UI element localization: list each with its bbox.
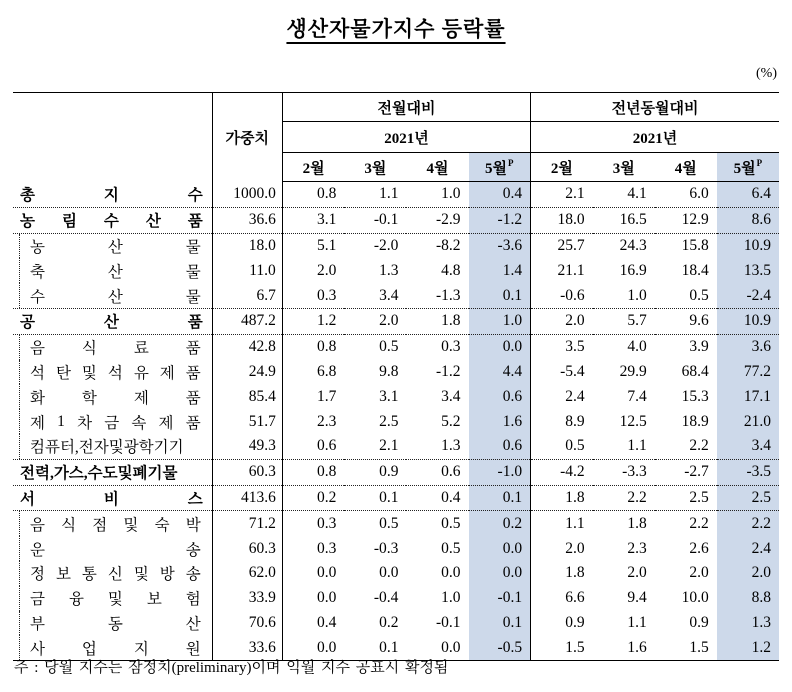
mom-value-cell: 0.8 bbox=[282, 459, 344, 485]
table-row bbox=[13, 258, 779, 283]
mom-value-cell: 0.0 bbox=[317, 564, 337, 582]
row-label: 제 1 차 금 속 제 품 bbox=[13, 409, 212, 434]
table-row bbox=[13, 233, 779, 258]
mom-value-cell: 0.0 bbox=[441, 638, 461, 656]
yoy-value-cell: 13.5 bbox=[717, 258, 779, 283]
mom-value-cell: 0.3 bbox=[282, 511, 344, 536]
group-header-yoy: 전년동월대비 bbox=[531, 93, 779, 122]
mom-value-cell: 0.6 bbox=[317, 437, 337, 455]
group-header-mom: 전월대비 bbox=[282, 93, 530, 122]
yoy-value-cell: 3.6 bbox=[717, 334, 779, 359]
mom-value-cell: 0.2 bbox=[282, 485, 344, 511]
mom-value-cell: -3.6 bbox=[469, 233, 531, 258]
yoy-value-cell: 0.5 bbox=[531, 434, 593, 459]
table-row bbox=[13, 434, 779, 459]
yoy-value-cell: 2.2 bbox=[689, 437, 709, 455]
yoy-value-cell: 2.0 bbox=[627, 564, 647, 582]
yoy-value-cell: 5.7 bbox=[593, 308, 655, 334]
yoy-value-cell: -3.3 bbox=[593, 459, 655, 485]
mom-value-cell: 0.0 bbox=[469, 334, 531, 359]
mom-value-cell: 0.8 bbox=[317, 185, 337, 203]
month-header-preliminary: 5월$^P$ bbox=[469, 153, 531, 182]
yoy-value-cell: 2.2 bbox=[655, 511, 717, 536]
weight-cell: 60.3 bbox=[212, 536, 282, 561]
yoy-value-cell: 2.4 bbox=[717, 536, 779, 561]
table-row bbox=[13, 586, 779, 611]
weight-cell: 11.0 bbox=[212, 258, 282, 283]
table-row bbox=[13, 207, 779, 233]
yoy-value-cell: 1.2 bbox=[717, 635, 779, 660]
yoy-value-cell: 2.4 bbox=[531, 384, 593, 409]
month-header: 3월 bbox=[344, 153, 406, 182]
mom-value-cell: -2.9 bbox=[406, 207, 468, 233]
yoy-value-cell: 7.4 bbox=[627, 387, 647, 405]
row-label: 사 업 지 원 bbox=[13, 635, 212, 660]
yoy-value-cell: 2.5 bbox=[717, 485, 779, 511]
mom-value-cell: 0.0 bbox=[317, 638, 337, 656]
yoy-value-cell: 10.9 bbox=[717, 308, 779, 334]
yoy-value-cell: 29.9 bbox=[619, 362, 647, 380]
table-body bbox=[13, 182, 779, 661]
yoy-value-cell: 1.5 bbox=[531, 635, 593, 660]
weight-column-header: 가중치 bbox=[212, 93, 282, 182]
yoy-value-cell: 1.5 bbox=[689, 638, 709, 656]
mom-value-cell: 0.0 bbox=[317, 589, 337, 607]
yoy-value-cell: 12.5 bbox=[619, 412, 647, 430]
month-header: 3월 bbox=[593, 153, 655, 182]
mom-value-cell: 2.0 bbox=[317, 261, 337, 279]
row-label: 운 송 bbox=[13, 536, 212, 561]
weight-cell: 71.2 bbox=[212, 511, 282, 536]
mom-value-cell: 5.1 bbox=[282, 233, 344, 258]
yoy-value-cell: 8.9 bbox=[531, 409, 593, 434]
mom-value-cell: -0.3 bbox=[373, 539, 399, 557]
yoy-value-cell: 6.6 bbox=[531, 586, 593, 611]
mom-value-cell: 1.0 bbox=[469, 308, 531, 334]
yoy-value-cell: -2.4 bbox=[717, 283, 779, 308]
weight-cell: 49.3 bbox=[212, 434, 282, 459]
mom-value-cell: 0.8 bbox=[282, 334, 344, 359]
mom-value-cell: 1.7 bbox=[317, 387, 337, 405]
mom-value-cell: 3.1 bbox=[379, 387, 399, 405]
mom-value-cell: 0.1 bbox=[344, 485, 406, 511]
row-label: 정 보 통 신 및 방 송 bbox=[13, 561, 212, 586]
yoy-value-cell: 24.3 bbox=[593, 233, 655, 258]
mom-value-cell: 1.1 bbox=[379, 185, 399, 203]
row-label: 화 학 제 품 bbox=[13, 384, 212, 409]
yoy-value-cell: 1.6 bbox=[627, 638, 647, 656]
mom-value-cell: 9.8 bbox=[379, 362, 399, 380]
mom-value-cell: 0.3 bbox=[317, 539, 337, 557]
row-label: 전력,가스,수도및폐기물 bbox=[13, 459, 212, 485]
table-row bbox=[13, 283, 779, 308]
yoy-value-cell: -3.5 bbox=[717, 459, 779, 485]
weight-cell: 18.0 bbox=[212, 233, 282, 258]
mom-value-cell: 0.0 bbox=[469, 561, 531, 586]
yoy-value-cell: -4.2 bbox=[531, 459, 593, 485]
mom-value-cell: 1.3 bbox=[441, 437, 461, 455]
yoy-value-cell: 6.0 bbox=[689, 185, 709, 203]
mom-value-cell: 1.6 bbox=[469, 409, 531, 434]
mom-value-cell: 1.4 bbox=[469, 258, 531, 283]
yoy-value-cell: 17.1 bbox=[717, 384, 779, 409]
year-header-yoy: 2021년 bbox=[531, 122, 779, 153]
yoy-value-cell: 2.2 bbox=[717, 511, 779, 536]
mom-value-cell: -1.3 bbox=[435, 286, 461, 304]
mom-value-cell: 0.3 bbox=[406, 334, 468, 359]
weight-cell: 85.4 bbox=[212, 384, 282, 409]
yoy-value-cell: 25.7 bbox=[531, 233, 593, 258]
mom-value-cell: 2.1 bbox=[379, 437, 399, 455]
mom-value-cell: 0.5 bbox=[344, 334, 406, 359]
yoy-value-cell: 1.1 bbox=[627, 613, 647, 631]
mom-value-cell: 0.6 bbox=[469, 384, 531, 409]
weight-cell: 33.6 bbox=[212, 635, 282, 660]
yoy-value-cell: -2.7 bbox=[655, 459, 717, 485]
row-label: 서 비 스 bbox=[13, 485, 212, 511]
yoy-value-cell: 12.9 bbox=[655, 207, 717, 233]
mom-value-cell: -0.4 bbox=[373, 589, 399, 607]
table-row bbox=[13, 409, 779, 434]
mom-value-cell: 0.5 bbox=[441, 539, 461, 557]
footnote: 주 : 당월 지수는 잠정치(preliminary)이며 익월 지수 공표시 확정됨 bbox=[14, 660, 449, 676]
yoy-value-cell: 9.4 bbox=[627, 589, 647, 607]
yoy-value-cell: 0.5 bbox=[689, 286, 709, 304]
yoy-value-cell: 2.6 bbox=[689, 539, 709, 557]
yoy-value-cell: 3.4 bbox=[717, 434, 779, 459]
yoy-value-cell: 8.8 bbox=[717, 586, 779, 611]
mom-value-cell: 0.3 bbox=[317, 286, 337, 304]
yoy-value-cell: 1.8 bbox=[531, 485, 593, 511]
weight-cell: 24.9 bbox=[212, 360, 282, 385]
yoy-value-cell: 15.8 bbox=[655, 233, 717, 258]
weight-cell: 6.7 bbox=[212, 283, 282, 308]
mom-value-cell: 0.1 bbox=[469, 485, 531, 511]
mom-value-cell: -0.5 bbox=[469, 635, 531, 660]
table-row bbox=[13, 561, 779, 586]
mom-value-cell: 0.0 bbox=[469, 536, 531, 561]
weight-cell: 33.9 bbox=[212, 586, 282, 611]
row-label: 석 탄 및 석 유 제 품 bbox=[13, 360, 212, 385]
ppi-table bbox=[13, 92, 779, 661]
weight-cell: 487.2 bbox=[212, 308, 282, 334]
table-row bbox=[13, 536, 779, 561]
row-label: 부 동 산 bbox=[13, 611, 212, 636]
mom-value-cell: 1.2 bbox=[282, 308, 344, 334]
mom-value-cell: 0.4 bbox=[469, 182, 531, 208]
month-header: 4월 bbox=[655, 153, 717, 182]
yoy-value-cell: 18.4 bbox=[681, 261, 709, 279]
table-row bbox=[13, 459, 779, 485]
yoy-value-cell: 0.9 bbox=[531, 611, 593, 636]
yoy-value-cell: 1.0 bbox=[627, 286, 647, 304]
mom-value-cell: 1.3 bbox=[379, 261, 399, 279]
row-label: 축 산 물 bbox=[13, 258, 212, 283]
yoy-value-cell: 1.1 bbox=[627, 437, 647, 455]
mom-value-cell: 0.2 bbox=[379, 613, 399, 631]
mom-value-cell: 5.2 bbox=[441, 412, 461, 430]
yoy-value-cell: 0.9 bbox=[689, 613, 709, 631]
table-row bbox=[13, 182, 779, 208]
yoy-value-cell: 10.9 bbox=[717, 233, 779, 258]
yoy-value-cell: 3.5 bbox=[531, 334, 593, 359]
mom-value-cell: 6.8 bbox=[317, 362, 337, 380]
month-header: 2월 bbox=[282, 153, 344, 182]
yoy-value-cell: 2.2 bbox=[593, 485, 655, 511]
mom-value-cell: -2.0 bbox=[344, 233, 406, 258]
mom-value-cell: 2.3 bbox=[317, 412, 337, 430]
yoy-value-cell: 4.1 bbox=[627, 185, 647, 203]
weight-cell: 60.3 bbox=[212, 459, 282, 485]
preliminary-mark: P bbox=[756, 157, 763, 168]
table-row bbox=[13, 511, 779, 536]
mom-value-cell: 0.1 bbox=[379, 638, 399, 656]
weight-cell: 51.7 bbox=[212, 409, 282, 434]
weight-cell: 36.6 bbox=[212, 207, 282, 233]
mom-value-cell: 0.0 bbox=[379, 564, 399, 582]
mom-value-cell: 1.0 bbox=[441, 589, 461, 607]
yoy-value-cell: -5.4 bbox=[531, 360, 593, 385]
mom-value-cell: 3.4 bbox=[379, 286, 399, 304]
yoy-value-cell: 21.0 bbox=[717, 409, 779, 434]
yoy-value-cell: 6.4 bbox=[717, 182, 779, 208]
row-label: 컴퓨터,전자및광학기기 bbox=[13, 434, 212, 459]
yoy-value-cell: 18.0 bbox=[531, 207, 593, 233]
mom-value-cell: 0.0 bbox=[441, 564, 461, 582]
yoy-value-cell: 3.9 bbox=[655, 334, 717, 359]
yoy-value-cell: 2.1 bbox=[531, 182, 593, 208]
row-label: 공 산 품 bbox=[13, 308, 212, 334]
row-label: 음 식 점 및 숙 박 bbox=[13, 511, 212, 536]
mom-value-cell: -1.2 bbox=[469, 207, 531, 233]
yoy-value-cell: 16.5 bbox=[593, 207, 655, 233]
mom-value-cell: -0.1 bbox=[435, 613, 461, 631]
yoy-value-cell: 68.4 bbox=[681, 362, 709, 380]
mom-value-cell: 4.8 bbox=[441, 261, 461, 279]
yoy-value-cell: 2.0 bbox=[531, 536, 593, 561]
weight-cell: 70.6 bbox=[212, 611, 282, 636]
corner-cell bbox=[13, 93, 212, 182]
mom-value-cell: -1.0 bbox=[469, 459, 531, 485]
yoy-value-cell: 2.5 bbox=[655, 485, 717, 511]
yoy-value-cell: 16.9 bbox=[619, 261, 647, 279]
mom-value-cell: 1.0 bbox=[441, 185, 461, 203]
mom-value-cell: 0.1 bbox=[469, 283, 531, 308]
yoy-value-cell: -0.6 bbox=[531, 283, 593, 308]
yoy-value-cell: 1.8 bbox=[593, 511, 655, 536]
weight-cell: 62.0 bbox=[212, 561, 282, 586]
mom-value-cell: -0.1 bbox=[469, 586, 531, 611]
row-label: 농 림 수 산 품 bbox=[13, 207, 212, 233]
yoy-value-cell: 9.6 bbox=[655, 308, 717, 334]
preliminary-mark: P bbox=[508, 157, 514, 168]
row-label: 음 식 료 품 bbox=[13, 334, 212, 359]
mom-value-cell: 0.9 bbox=[344, 459, 406, 485]
mom-value-cell: 2.0 bbox=[344, 308, 406, 334]
yoy-value-cell: 8.6 bbox=[717, 207, 779, 233]
mom-value-cell: -1.2 bbox=[435, 362, 461, 380]
mom-value-cell: 0.4 bbox=[406, 485, 468, 511]
table-row bbox=[13, 360, 779, 385]
yoy-value-cell: 1.3 bbox=[717, 611, 779, 636]
row-label: 수 산 물 bbox=[13, 283, 212, 308]
mom-value-cell: 0.6 bbox=[406, 459, 468, 485]
month-header-preliminary: 5월$^P$ bbox=[717, 153, 779, 182]
weight-cell: 413.6 bbox=[212, 485, 282, 511]
page-title: 생산자물가지수 등락률 bbox=[286, 17, 506, 41]
yoy-value-cell: 2.0 bbox=[689, 564, 709, 582]
year-header-mom: 2021년 bbox=[282, 122, 530, 153]
table-row bbox=[13, 384, 779, 409]
yoy-value-cell: 1.1 bbox=[531, 511, 593, 536]
yoy-value-cell: 2.0 bbox=[717, 561, 779, 586]
table-row bbox=[13, 611, 779, 636]
mom-value-cell: 0.4 bbox=[317, 613, 337, 631]
yoy-value-cell: 77.2 bbox=[717, 360, 779, 385]
yoy-value-cell: 2.0 bbox=[531, 308, 593, 334]
mom-value-cell: 3.1 bbox=[282, 207, 344, 233]
row-label: 총 지 수 bbox=[20, 187, 203, 205]
mom-value-cell: 0.5 bbox=[344, 511, 406, 536]
table-row bbox=[13, 485, 779, 511]
mom-value-cell: 0.2 bbox=[469, 511, 531, 536]
yoy-value-cell: 10.0 bbox=[681, 589, 709, 607]
yoy-value-cell: 4.0 bbox=[593, 334, 655, 359]
month-header: 4월 bbox=[406, 153, 468, 182]
weight-cell: 1000.0 bbox=[212, 182, 282, 208]
row-label: 금 융 및 보 험 bbox=[13, 586, 212, 611]
mom-value-cell: 0.5 bbox=[406, 511, 468, 536]
mom-value-cell: -8.2 bbox=[406, 233, 468, 258]
yoy-value-cell: 1.8 bbox=[531, 561, 593, 586]
month-header: 2월 bbox=[531, 153, 593, 182]
mom-value-cell: 1.8 bbox=[406, 308, 468, 334]
yoy-value-cell: 21.1 bbox=[531, 258, 593, 283]
mom-value-cell: 4.4 bbox=[469, 360, 531, 385]
mom-value-cell: 0.6 bbox=[469, 434, 531, 459]
mom-value-cell: 0.1 bbox=[469, 611, 531, 636]
table-row bbox=[13, 308, 779, 334]
weight-cell: 42.8 bbox=[212, 334, 282, 359]
mom-value-cell: -0.1 bbox=[344, 207, 406, 233]
yoy-value-cell: 2.3 bbox=[627, 539, 647, 557]
mom-value-cell: 3.4 bbox=[441, 387, 461, 405]
table-row bbox=[13, 334, 779, 359]
unit-label: (%) bbox=[756, 66, 777, 81]
yoy-value-cell: 15.3 bbox=[681, 387, 709, 405]
row-label: 농 산 물 bbox=[13, 233, 212, 258]
mom-value-cell: 2.5 bbox=[379, 412, 399, 430]
yoy-value-cell: 18.9 bbox=[681, 412, 709, 430]
